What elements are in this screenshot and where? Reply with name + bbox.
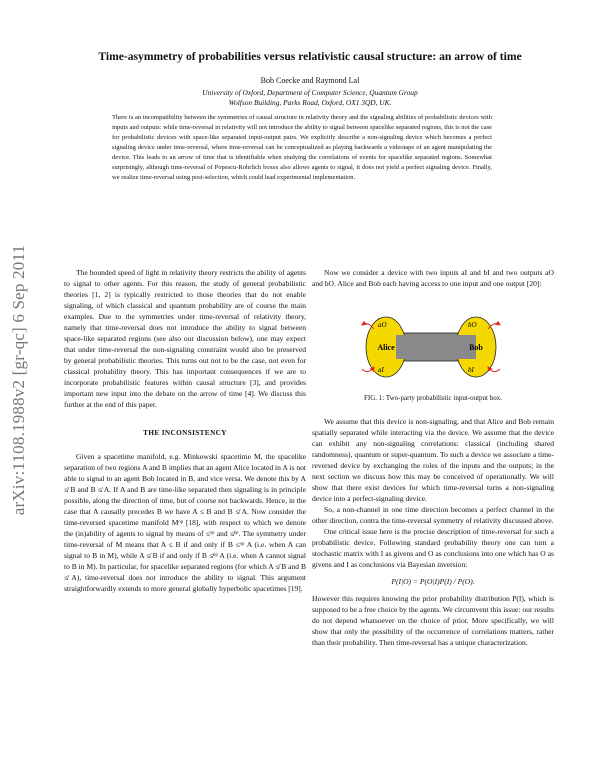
- arxiv-sidebar: [6, 230, 32, 530]
- figure-1-caption: FIG. 1: Two-party probabilistic input-output box.: [363, 394, 502, 402]
- time-reversal-paragraph: One critical issue here is the precise description of time-reversal for such a probabilistic device. Following standard probability theory one can turn a stochastic matrix with I as givens and O as conclusions into one which has O as givens and I as conclusions via Bayesian inversion:: [312, 527, 554, 569]
- bob-input-label: bI: [468, 366, 474, 374]
- bob-label: Bob: [469, 343, 483, 352]
- inconsistency-paragraph: Given a spacetime manifold, e.g. Minkowski spacetime M, the spacelike separation of two regions A and B implies that an agent Alice located in A is not able to signal to an agent Bob located in B, and vice versa. We denote this by A ≰ B and B ≰ A. If A and B are time-like separated then signaling is in principle possible, along the direction of time, but of course not backwards. Hence, in the case that A causally precedes B we have A ≤ B and B ≰ A. Now consider the time-reversed spacetime manifold Mᵒᵖ [18], with respect to which we denote the (in)ability of agents to signal by means of ≤ᵒᵖ and ≰ᵒᵖ. The symmetry under time-reversal of M means that A ≤ B if and only if B ≤ᵒᵖ A (i.e. when A can signal to B in M), while A ≰ B if and only if B ≰ᵒᵖ A (i.e. when A cannot signal to B in M). In particular, for spacelike separated regions (for which A ≰ B and B ≰ A), time-reversal does not introduce the ability to signal. This argument straightforwardly extends to more general globally hyperbolic spacetimes [19].: [64, 452, 306, 593]
- alice-input-label: aI: [378, 366, 384, 374]
- bob-output-label: bO: [468, 321, 477, 329]
- non-channel-paragraph: So, a non-channel in one time direction becomes a perfect channel in the other direction, contra the time-reversal symmetry of relativity discussed above.: [312, 505, 554, 525]
- device-intro-paragraph: Now we consider a device with two inputs aI and bI and two outputs aO and bO. Alice and Bob each having access to one input and one output [20]:: [312, 268, 554, 288]
- left-column: [64, 267, 306, 767]
- non-signaling-paragraph: We assume that this device is non-signaling, and that Alice and Bob remain spatially separated while interacting via the device. We assume that the device can exhibit any non-signaling correlations: classical (including shared randomness), quantum or super-quantum. To such a device we associate a time-reversed device by exchanging the roles of the inputs and the outputs; in the next section we discuss how this may be conceived of operationally. We will show that there exist devices for which time-reversal turns a non-signaling device into a perfect-signaling device.: [312, 417, 554, 503]
- alice-label: Alice: [377, 343, 395, 352]
- intro-paragraph: The bounded speed of light in relativity theory restricts the ability of agents to signal to other agents. For this reason, the study of general probabilistic theories [1, 2] is typically restricted to those theories that do not enable signaling, of which classical and quantum probability are of course the main examples. Due to the symmetries under time-reversal of relativity theory, namely that time-reversal does not introduce the ability to signal between space-like separated regions (see also our discussion below), one may expect that under time-reversal the non-signaling constraint would also be preserved by general probabilistic theories. This turns out not to be the case, not even for classical probability theory. This has important consequences if we are to incorporate probabilistic features within causal structure [3], and provides important new input into the debate on the arrow of time [4]. We discuss this further at the end of this paper.: [64, 268, 306, 409]
- affiliation-line-1: University of Oxford, Department of Computer Science, Quantum Group: [202, 88, 418, 97]
- paper-title: Time-asymmetry of probabilities versus relativistic causal structure: an arrow of time: [98, 50, 522, 63]
- right-column: [312, 267, 554, 767]
- abstract: There is an incompatibility between the symmetries of causal structure in relativity theory and the signaling abilities of probabilistic devices with inputs and outputs: while time-reversal in relativity will not introduce the ability to signal between spacelike separated regions, this is not the case for probabilistic devices with space-like separated input-output pairs. We explicitly describe a non-signaling device which becomes a perfect signaling device under time-reversal, where time-reversal can be conceptualized as playing backwards a videotape of an agent manipulating the device. This leads to an arrow of time that is identifiable when studying the correlations of events for spacelike separated regions. Somewhat surprisingly, although time-reversal of Popescu-Rohrlich boxes also allows agents to signal, it does not yield a perfect signaling device. Finally, we realize time-reversal using post-selection, which could lead experimental implementation.: [112, 114, 492, 181]
- alice-output-label: aO: [378, 321, 387, 329]
- paper-authors: Bob Coecke and Raymond Lal: [260, 76, 360, 85]
- arxiv-identifier: arXiv:1108.1988v2 [gr-qc] 6 Sep 2011: [9, 244, 28, 516]
- two-party-box-diagram: [312, 297, 554, 387]
- prior-paragraph: However this requires knowing the prior probability distribution P(I), which is supposed to be a free choice by the agents. We circumvent this issue: our results do not depend whatsoever on the choice of prior. More specifically, we will show that only the possibility of the occurrence of correlations matters, rather than their probability. Then time-reversal has a unique characterization.: [312, 594, 554, 647]
- affiliation-line-2: Wolfson Building, Parks Road, Oxford, OX1 3QD, UK.: [228, 98, 392, 107]
- figure-1: [312, 297, 554, 387]
- bayes-equation: P(I|O) = P(O|I)P(I) / P(O).: [391, 577, 475, 586]
- section-heading-inconsistency: THE INCONSISTENCY: [143, 429, 227, 437]
